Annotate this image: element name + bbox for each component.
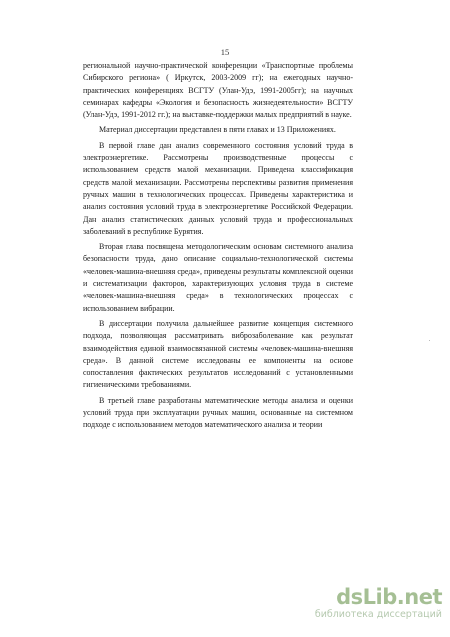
paragraph-chapter-2: Вторая глава посвящена методологическим основам системного анализа безопасности труда, дано описание социально-технологической системы «человек-машина-внешняя среда», приведены результаты комплексной оценки и систематизации факторов, характеризующих условия труда в системе «человек-машина-внешняя среда» в технологических процессах с использованием вибрации. [83,242,353,313]
paragraph-structure: Материал диссертации представлен в пяти главах и 13 Приложениях. [99,125,336,135]
watermark [314,585,442,625]
paragraph-chapter-1: В первой главе дан анализ современного состояния условий труда в электроэнергетике. Рассмотрены производственные процессы с использованием средств малой механизации. Приведена классификация средств малой механизации. Рассмотрены перспективы развития применения ручных машин в технологических процессах. Приведены характеристика и анализ состояния условий труда в электроэнергетике Российской Федерации. Дан анализ статистических данных условий труда и профессиональных заболеваний в республике Бурятия. [83,140,353,236]
paragraph-conferences: региональной научно-практической конференции «Транспортные проблемы Сибирского региона» ( Иркутск, 2003-2009 гг); на ежегодных научно-практических конференциях ВСГТУ (Улан-Удэ, 1991-2005гг); на научных семинарах кафедры «Экология и безопасность жизнедеятельности» ВСГТУ (Улан-Удэ, 1991-2012 гг.); на выставке-поддержки малых предприятий в науке. [83,61,353,120]
page-number: 15 [220,47,230,57]
document-body [83,60,353,432]
paragraph-system-approach: В диссертации получила дальнейшее развитие концепция системного подхода, позволяющая рассматривать виброзаболевание как результат взаимодействия единой взаимосвязанной системы «человек-машина-внешняя среда». В данной системе исследованы ее компоненты на основе сопоставления фактических результатов исследований с установленными гигиеническими требованиями. [83,318,353,390]
watermark-logo: dsLib.net [336,585,442,609]
watermark-subtitle: библиотека диссертаций [314,609,442,620]
scan-speck [429,340,430,341]
paragraph-chapter-3: В третьей главе разработаны математические методы анализа и оценки условий труда при эксплуатации ручных машин, основанные на системном подходе с использованием методов математического анализа и теории [83,395,353,430]
